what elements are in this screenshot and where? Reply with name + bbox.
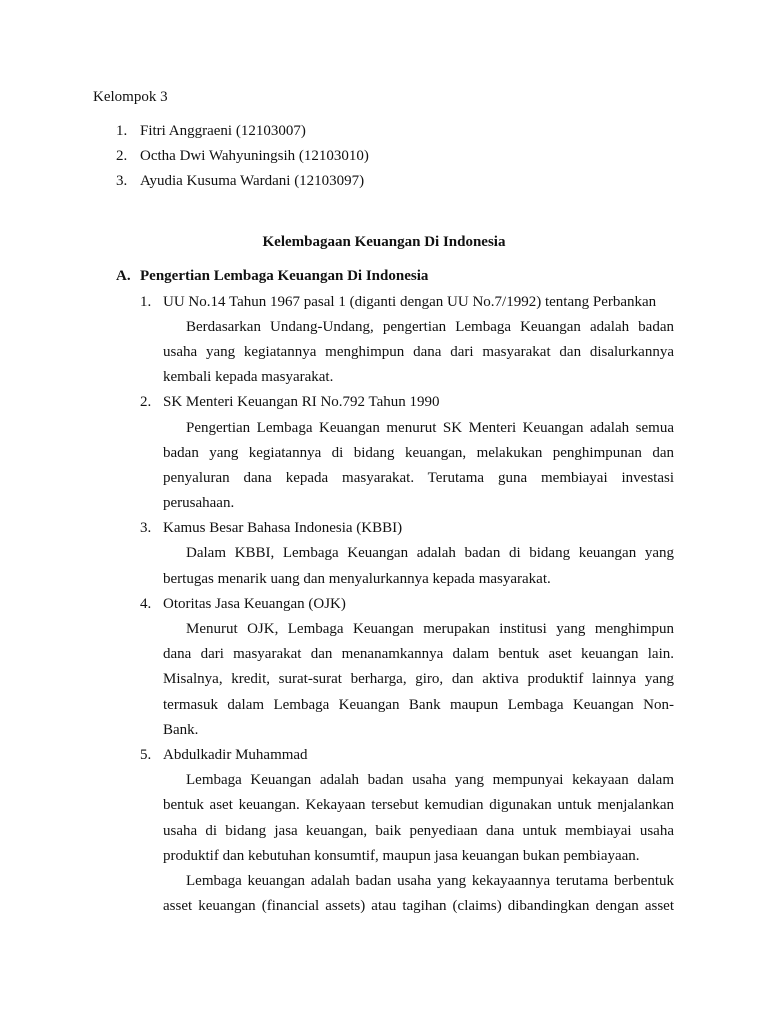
item-heading: Otoritas Jasa Keuangan (OJK) bbox=[163, 596, 346, 612]
section-letter: A. bbox=[116, 268, 131, 284]
paragraph-line: Bank. bbox=[163, 722, 199, 738]
paragraph-line: asset keuangan (financial assets) atau tagihan (claims) dibandingkan dengan asset bbox=[163, 898, 674, 914]
paragraph-line: kembali kepada masyarakat. bbox=[163, 369, 334, 385]
document-title: Kelembagaan Keuangan Di Indonesia bbox=[262, 234, 506, 250]
paragraph-line: penyaluran dana kepada masyarakat. Terutama guna membiayai investasi bbox=[163, 470, 674, 486]
item-number: 4. bbox=[140, 596, 152, 612]
paragraph-line: usaha di bidang jasa keuangan, baik penyediaan dana untuk membiayai usaha bbox=[163, 823, 674, 839]
paragraph-line: Menurut OJK, Lembaga Keuangan merupakan institusi yang menghimpun bbox=[186, 621, 674, 637]
group-label: Kelompok 3 bbox=[93, 89, 168, 105]
paragraph-line: usaha yang kegiatannya menghimpun dana dari masyarakat dan disalurkannya bbox=[163, 344, 674, 360]
member-name: Ayudia Kusuma Wardani (12103097) bbox=[140, 173, 365, 189]
paragraph-line: Lembaga Keuangan adalah badan usaha yang mempunyai kekayaan dalam bbox=[186, 772, 674, 788]
item-heading: UU No.14 Tahun 1967 pasal 1 (diganti dengan UU No.7/1992) tentang Perbankan bbox=[163, 294, 657, 310]
paragraph-line: bertugas menarik uang dan menyalurkannya kepada masyarakat. bbox=[163, 571, 551, 587]
paragraph-line: perusahaan. bbox=[163, 495, 235, 511]
item-heading: Kamus Besar Bahasa Indonesia (KBBI) bbox=[163, 520, 403, 536]
paragraph-line: Misalnya, kredit, surat-surat berharga, giro, dan aktiva produktif lainnya yang bbox=[163, 671, 674, 687]
item-number: 5. bbox=[140, 747, 152, 763]
member-name: Fitri Anggraeni (12103007) bbox=[140, 123, 306, 139]
item-number: 2. bbox=[140, 394, 152, 410]
paragraph-line: termasuk dalam Lembaga Keuangan Bank maupun Lembaga Keuangan Non- bbox=[163, 697, 674, 713]
paragraph-line: bentuk aset keuangan. Kekayaan tersebut kemudian digunakan untuk menjalankan bbox=[163, 797, 674, 813]
item-number: 3. bbox=[140, 520, 152, 536]
paragraph-line: produktif dan kebutuhan konsumtif, maupun jasa keuangan bukan pembiayaan. bbox=[163, 848, 640, 864]
paragraph-line: dana dari masyarakat dan menanamkannya dalam bentuk aset keuangan lain. bbox=[163, 646, 674, 662]
paragraph-line: Lembaga keuangan adalah badan usaha yang kekayaannya terutama berbentuk bbox=[186, 873, 674, 889]
member-name: Octha Dwi Wahyuningsih (12103010) bbox=[140, 148, 369, 164]
member-number: 1. bbox=[116, 123, 128, 139]
paragraph-line: badan yang kegiatannya di bidang keuangan, melakukan penghimpunan dan bbox=[163, 445, 674, 461]
paragraph-line: Dalam KBBI, Lembaga Keuangan adalah badan di bidang keuangan yang bbox=[186, 545, 674, 561]
item-number: 1. bbox=[140, 294, 152, 310]
member-number: 2. bbox=[116, 148, 128, 164]
section-heading: Pengertian Lembaga Keuangan Di Indonesia bbox=[140, 268, 429, 284]
member-number: 3. bbox=[116, 173, 128, 189]
item-heading: SK Menteri Keuangan RI No.792 Tahun 1990 bbox=[163, 394, 440, 410]
item-heading: Abdulkadir Muhammad bbox=[163, 747, 308, 763]
paragraph-line: Pengertian Lembaga Keuangan menurut SK Menteri Keuangan adalah semua bbox=[186, 420, 674, 436]
paragraph-line: Berdasarkan Undang-Undang, pengertian Lembaga Keuangan adalah badan bbox=[186, 319, 674, 335]
